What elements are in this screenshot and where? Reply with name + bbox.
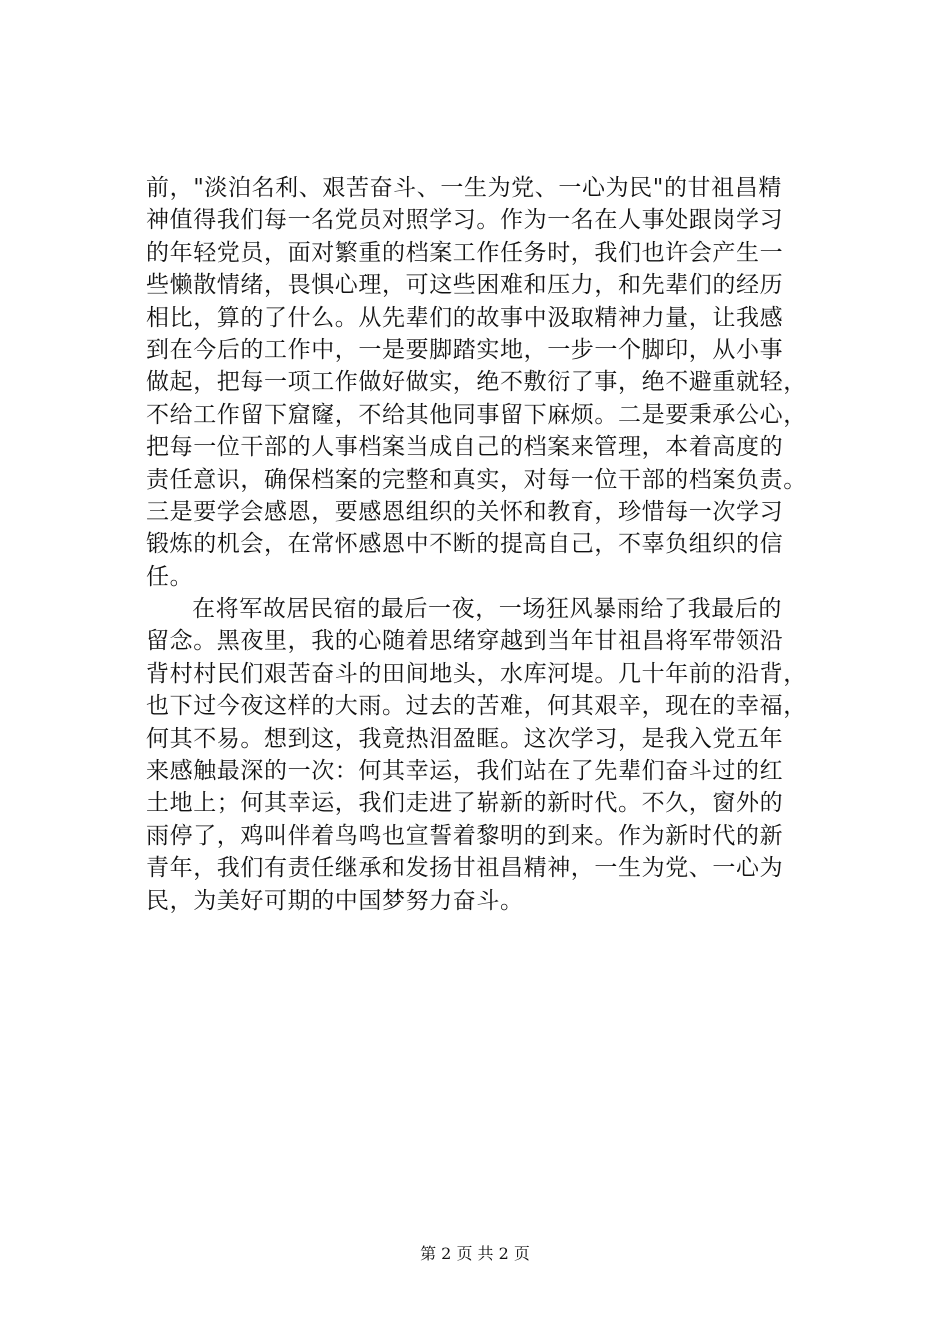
text-line: 土地上；何其幸运，我们走进了崭新的新时代。不久，窗外的 — [146, 790, 784, 817]
text-line: 做起，把每一项工作做好做实，绝不敷衍了事，绝不避重就轻， — [146, 369, 807, 396]
text-line: 何其不易。想到这，我竟热泪盈眶。这次学习，是我入党五年 — [146, 725, 784, 752]
page-number-footer: 第 2 页 共 2 页 — [420, 1244, 530, 1263]
text-line: 也下过今夜这样的大雨。过去的苦难，何其艰辛，现在的幸福， — [146, 693, 807, 720]
text-line: 前，"淡泊名利、艰苦奋斗、一生为党、一心为民"的甘祖昌精 — [146, 175, 782, 201]
text-line: 责任意识，确保档案的完整和真实，对每一位干部的档案负责。 — [146, 466, 807, 493]
text-line: 青年，我们有责任继承和发扬甘祖昌精神，一生为党、一心为 — [146, 855, 784, 882]
text-line: 相比，算的了什么。从先辈们的故事中汲取精神力量，让我感 — [146, 304, 784, 331]
text-line: 留念。黑夜里，我的心随着思绪穿越到当年甘祖昌将军带领沿 — [146, 628, 784, 655]
text-line: 神值得我们每一名党员对照学习。作为一名在人事处跟岗学习 — [146, 207, 784, 234]
text-line: 来感触最深的一次：何其幸运，我们站在了先辈们奋斗过的红 — [146, 758, 784, 785]
text-line: 背村村民们艰苦奋斗的田间地头，水库河堤。几十年前的沿背， — [146, 660, 807, 687]
text-line: 雨停了，鸡叫伴着鸟鸣也宣誓着黎明的到来。作为新时代的新 — [146, 822, 784, 849]
paragraph-first-line: 在将军故居民宿的最后一夜，一场狂风暴雨给了我最后的 — [192, 596, 782, 623]
text-line: 不给工作留下窟窿，不给其他同事留下麻烦。二是要秉承公心， — [146, 401, 807, 428]
text-line: 任。 — [146, 563, 194, 590]
text-line: 把每一位干部的人事档案当成自己的档案来管理，本着高度的 — [146, 434, 784, 461]
text-line: 三是要学会感恩，要感恩组织的关怀和教育，珍惜每一次学习 — [146, 498, 784, 525]
document-body — [146, 172, 811, 917]
text-line: 锻炼的机会，在常怀感恩中不断的提高自己，不辜负组织的信 — [146, 531, 784, 558]
text-line: 民，为美好可期的中国梦努力奋斗。 — [146, 887, 524, 914]
text-line: 到在今后的工作中，一是要脚踏实地，一步一个脚印，从小事 — [146, 336, 784, 363]
text-line: 的年轻党员，面对繁重的档案工作任务时，我们也许会产生一 — [146, 239, 784, 266]
text-line: 些懒散情绪，畏惧心理，可这些困难和压力，和先辈们的经历 — [146, 272, 784, 299]
